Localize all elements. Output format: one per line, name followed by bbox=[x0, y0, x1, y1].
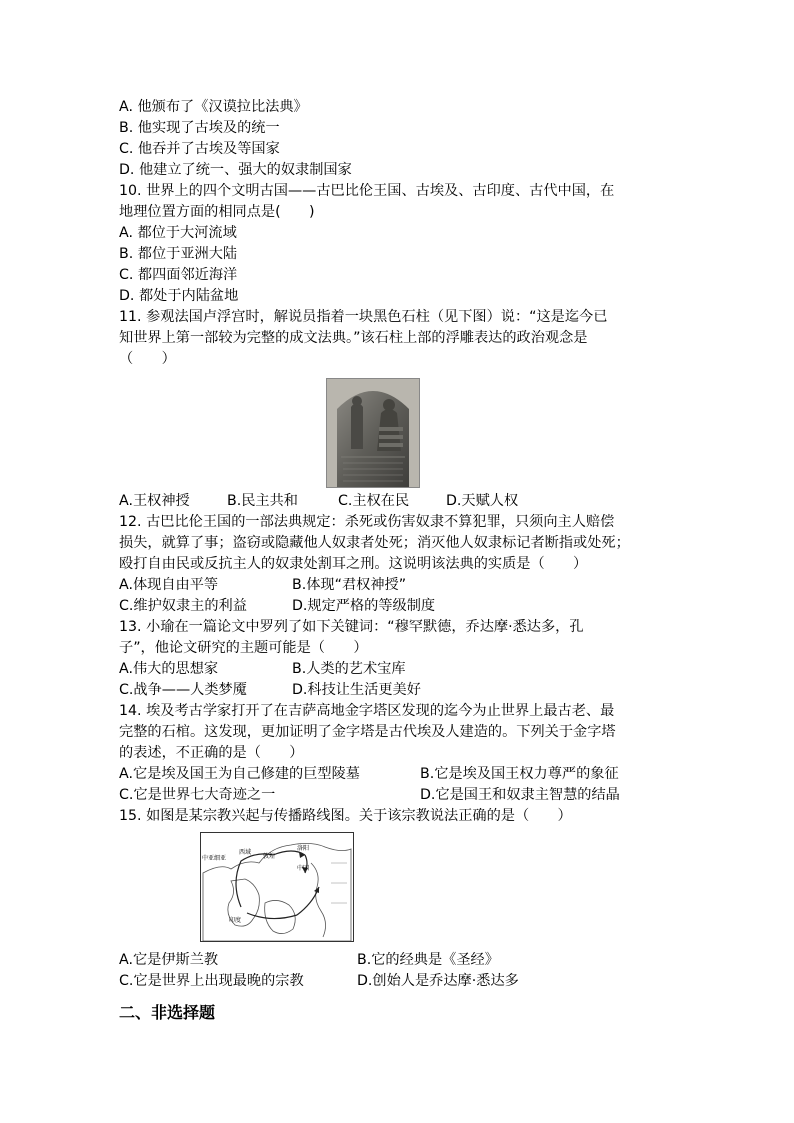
q13-option-a: A.伟大的思想家 bbox=[119, 661, 219, 677]
map-label-dunhuang: 敦煌 bbox=[263, 853, 276, 860]
q12-option-c: C.维护奴隶主的利益 bbox=[119, 598, 247, 614]
religion-spread-map bbox=[200, 832, 354, 942]
q15-option-b: B.它的经典是《圣经》 bbox=[357, 952, 499, 968]
hammurabi-stele-image bbox=[326, 378, 420, 488]
q10-option-c: C. 都四面邻近海洋 bbox=[119, 267, 238, 283]
map-label-western-regions: 西域 bbox=[239, 849, 252, 856]
q13-option-d: D.科技让生活更美好 bbox=[292, 682, 421, 698]
map-label-india: 印度 bbox=[229, 917, 242, 924]
q14-option-a: A.它是埃及国王为自己修建的巨型陵墓 bbox=[119, 766, 360, 782]
q13-option-c: C.战争——人类梦魇 bbox=[119, 682, 247, 698]
q15-option-a: A.它是伊斯兰教 bbox=[119, 952, 219, 968]
q9-option-b: B. 他实现了古埃及的统一 bbox=[119, 120, 280, 136]
q15-option-d: D.创始人是乔达摩·悉达多 bbox=[357, 973, 519, 989]
q12-stem-line1: 12. 古巴比伦王国的一部法典规定：杀死或伤害奴隶不算犯罪，只须向主人赔偿 bbox=[119, 514, 615, 530]
q11-option-b: B.民主共和 bbox=[227, 493, 298, 509]
q9-option-c: C. 他吞并了古埃及等国家 bbox=[119, 141, 280, 157]
q10-option-d: D. 都处于内陆盆地 bbox=[119, 288, 239, 304]
q14-option-c: C.它是世界七大奇迹之一 bbox=[119, 787, 276, 803]
q12-option-d: D.规定严格的等级制度 bbox=[292, 598, 436, 614]
q10-option-b: B. 都位于亚洲大陆 bbox=[119, 246, 238, 262]
section2-heading: 二、非选择题 bbox=[119, 1003, 216, 1022]
q12-stem-line3: 殴打自由民或反抗主人的奴隶处割耳之刑。这说明该法典的实质是（ ） bbox=[119, 556, 588, 572]
q13-stem-line2: 子”，他论文研究的主题可能是（ ） bbox=[119, 640, 368, 656]
q11-stem-line2: 知世界上第一部较为完整的成文法典。”该石柱上部的浮雕表达的政治观念是 bbox=[119, 330, 588, 346]
map-label-center-asia: 中亚细亚 bbox=[202, 855, 227, 862]
q9-option-d: D. 他建立了统一、强大的奴隶制国家 bbox=[119, 162, 352, 178]
q15-option-c: C.它是世界上出现最晚的宗教 bbox=[119, 973, 304, 989]
q14-option-b: B.它是埃及国王权力尊严的象征 bbox=[420, 766, 619, 782]
q11-option-c: C.主权在民 bbox=[338, 493, 410, 509]
q14-stem-line3: 的表述，不正确的是（ ） bbox=[119, 745, 304, 761]
q14-stem-line2: 完整的石棺。这发现，更加证明了金字塔是古代埃及人建造的。下列关于金字塔 bbox=[119, 724, 616, 740]
q12-stem-line2: 损失，就算了事；盗窃或隐藏他人奴隶者处死；消灭他人奴隶标记者断指或处死； bbox=[119, 535, 630, 551]
q15-stem-line1: 15. 如图是某宗教兴起与传播路线图。关于该宗教说法正确的是（ ） bbox=[119, 808, 572, 824]
q10-option-a: A. 都位于大河流域 bbox=[119, 225, 237, 241]
q12-option-b: B.体现“君权神授” bbox=[292, 577, 407, 593]
q14-option-d: D.它是国王和奴隶主智慧的结晶 bbox=[420, 787, 620, 803]
q13-option-b: B.人类的艺术宝库 bbox=[292, 661, 406, 677]
q14-stem-line1: 14. 埃及考古学家打开了在吉萨高地金字塔区发现的迄今为止世界上最古老、最 bbox=[119, 703, 615, 719]
q10-stem-line2: 地理位置方面的相同点是( ) bbox=[119, 204, 315, 220]
q11-option-d: D.天赋人权 bbox=[446, 493, 519, 509]
map-label-luoyang: 洛阳 bbox=[297, 845, 310, 852]
q13-stem-line1: 13. 小瑜在一篇论文中罗列了如下关键词：“穆罕默德，乔达摩·悉达多，孔 bbox=[119, 619, 584, 635]
map-label-china: 中国 bbox=[297, 865, 310, 872]
q12-option-a: A.体现自由平等 bbox=[119, 577, 219, 593]
q11-stem-line3: （ ） bbox=[119, 351, 176, 367]
q9-option-a: A. 他颁布了《汉谟拉比法典》 bbox=[119, 99, 308, 115]
q11-stem-line1: 11. 参观法国卢浮宫时，解说员指着一块黑色石柱（见下图）说：“这是迄今已 bbox=[119, 309, 608, 325]
q11-option-a: A.王权神授 bbox=[119, 493, 190, 509]
q10-stem-line1: 10. 世界上的四个文明古国——古巴比伦王国、古埃及、古印度、古代中国，在 bbox=[119, 183, 615, 199]
